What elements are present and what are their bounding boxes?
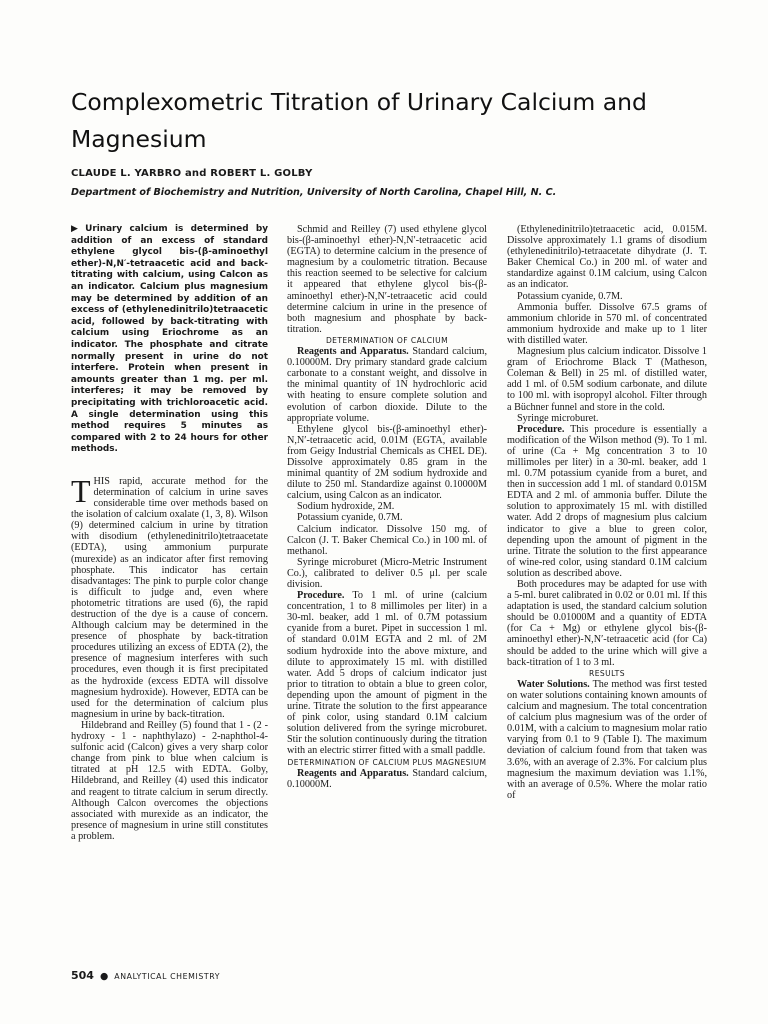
column-1: [71, 224, 268, 842]
adaptation-paragraph: Both procedures may be adapted for use with a 5-ml. buret calibrated in 0.02 or 0.01 ml. If this adaptation is used, the standard calcium solution should be 0.01000M and a quantity of EDTA (for Ca + Mg) or ethylene glycol bis-(β-aminoethyl ether)-N,N′-tetraacetic acid (for Ca) should be added to the urine which will give a back-titration of 1 to 3 ml.: [507, 579, 707, 668]
kcn2-paragraph: Potassium cyanide, 0.7M.: [517, 290, 623, 302]
naoh-paragraph: Sodium hydroxide, 2M.: [297, 501, 395, 513]
column-3: [507, 224, 707, 801]
procedure-paragraph: [287, 590, 487, 756]
section-heading-calcium-magnesium: DETERMINATION OF CALCIUM PLUS MAGNESIUM: [287, 757, 487, 767]
indicator2-paragraph: Magnesium plus calcium indicator. Dissolve 1 gram of Eriochrome Black T (Matheson, Coleman & Bell) in 25 ml. of distilled water, add 1 ml. of 0.5M sodium carbonate, and dilute to 100 ml. with isopropyl alcohol. Filter through a Büchner funnel and store in the cold.: [507, 346, 707, 413]
reagents2-text: Standard calcium, 0.10000M.: [287, 767, 487, 790]
syringe-paragraph: Syringe microburet (Micro-Metric Instrument Co.), calibrated to deliver 0.5 μl. per scale division.: [287, 556, 487, 590]
section-heading-results: RESULTS: [589, 668, 625, 678]
intro-paragraph-2: Hildebrand and Reilley (5) found that 1 - (2 - hydroxy - 1 - naphthylazo) - 2-naphthol-4-sulfonic acid (Calcon) gives a very sharp color change from pink to blue when calcium is titrated at pH 12.5 with EDTA. Golby, Hildebrand, and Reilley (4) used this indicator and reagent to titrate calcium in serum directly. Although Calcon overcomes the objections associated with murexide as an indicator, the presence of magnesium in urine still constitutes a problem.: [71, 719, 268, 842]
abstract-text: Urinary calcium is determined by addition of an excess of standard ethylene glycol bis-(β-aminoethyl ether)-N,N′-tetraacetic acid and back-titrating with calcium, using Calcon as an indicator. Calcium plus magnesium may be determined by addition of an excess of (ethylenedinitrilo)tetraacetic acid, followed by back-titrating with calcium using Eriochrome as an indicator. The phosphate and citrate normally present in urine do not interfere. Protein when present in amounts greater than 1 mg. per ml. interferes; it may be removed by precipitating with trichloroacetic acid. A single determination using this method requires 5 minutes as compared with 2 to 24 hours for other methods.: [71, 224, 268, 455]
procedure2-text: This procedure is essentially a modification of the Wilson method (9). To 1 ml. of urine (Ca + Mg concentration 3 to 10 millimoles per liter) in a 30-ml. beaker, add 1 ml. 0.7M potassium cyanide from a buret, and then in succession add 1 ml. of standard 0.015M EDTA and 2 ml. of ammonia buffer. Dilute the solution to approximately 15 ml. with distilled water. Add 2 drops of magnesium plus calcium indicator to give a blue to green color, depending upon the amount of pigment in the urine. Titrate the solution to the first appearance of wine-red color, using standard 0.1M calcium solution as described above.: [507, 423, 707, 579]
col2-paragraph-1: Schmid and Reilley (7) used ethylene glycol bis-(β-aminoethyl ether)-N,N′-tetraacetic acid (EGTA) to determine calcium in the presence of magnesium by a coulometric titration. Because this reaction seemed to be selective for calcium it appeared that ethylene glycol bis-(β-aminoethyl ether)-N,N′-tetraacetic acid could determine calcium in urine in the presence of both magnesium and phosphate by back-titration.: [287, 224, 487, 335]
affiliation: Department of Biochemistry and Nutrition, University of North Carolina, Chapel Hill, N. C.: [71, 187, 557, 198]
reagents2-heading: Reagents and Apparatus.: [297, 767, 409, 779]
water-solutions-paragraph: [507, 679, 707, 801]
authors: CLAUDE L. YARBRO and ROBERT L. GOLBY: [71, 168, 313, 179]
abstract: [71, 224, 268, 456]
reagents-heading: Reagents and Apparatus.: [297, 346, 409, 358]
page-number: 504: [71, 969, 94, 982]
edta-paragraph: (Ethylenedinitrilo)tetraacetic acid, 0.015M. Dissolve approximately 1.1 grams of disodium (ethylenedinitrilo)-tetraacetate dihydrate (J. T. Baker Chemical Co.) in 200 ml. of water and standardize against 0.1M calcium, using Calcon as an indicator.: [507, 224, 707, 291]
intro-paragraph-1: [71, 472, 268, 720]
indicator-paragraph: Calcium indicator. Dissolve 150 mg. of Calcon (J. T. Baker Chemical Co.) in 100 ml. of methanol.: [287, 523, 487, 557]
procedure-heading: Procedure.: [297, 590, 345, 602]
procedure-text: To 1 ml. of urine (calcium concentration, 1 to 8 millimoles per liter) in a 30-ml. beaker, add 1 ml. of 0.7M potassium cyanide from a buret. Pipet in succession 1 ml. of standard 0.01M EGTA and 2 ml. of 2M sodium hydroxide into the above mixture, and dilute to approximately 15 ml. with distilled water. Add 5 drops of calcium indicator just prior to titration to obtain a blue to green color, depending upon the amount of pigment in the urine. Titrate the solution to the first appearance of pink color, using standard 0.1M calcium solution delivered from the syringe microburet. Stir the solution continuously during the titration with an electric stirrer fitted with a small paddle.: [287, 590, 487, 757]
reagents-paragraph: [287, 346, 487, 424]
syringe2-paragraph: Syringe microburet.: [517, 412, 599, 424]
triangle-bullet-icon: ▶: [71, 224, 83, 234]
section-heading-calcium: DETERMINATION OF CALCIUM: [325, 335, 449, 345]
page-footer: [71, 969, 220, 982]
kcn-paragraph: Potassium cyanide, 0.7M.: [297, 512, 403, 524]
reagents2-paragraph: [287, 768, 487, 790]
procedure2-paragraph: [507, 424, 707, 579]
journal-name: ANALYTICAL CHEMISTRY: [114, 972, 221, 981]
intro-paragraph-1-text: HIS rapid, accurate method for the determination of calcium in urine saves considerable time over methods based on the isolation of calcium oxalate (1, 3, 8). Wilson (9) determined calcium in urine by titration with disodium (ethylenedinitrilo)tetraacetate (EDTA), using ammonium purpurate (murexide) as an indicator after first removing phosphate. This indicator has certain disadvantages: The pink to purple color change is difficult to judge and, even where photometric titrations are used (6), the rapid destruction of the dye is a cause of concern. Although calcium may be determined in the presence of phosphate by back-titration procedures utilizing an excess of EDTA (2), the presence of magnesium interferes with such procedures, even though it is first precipitated as the hydroxide (excess EDTA will dissolve magnesium hydroxide). However, EDTA can be used for the determination of calcium plus magnesium in urine by back-titration.: [71, 475, 268, 720]
article-title: Complexometric Titration of Urinary Calcium and Magnesium: [71, 88, 647, 153]
water-solutions-text: The method was first tested on water solutions containing known amounts of calcium and magnesium. The total concentration of calcium plus magnesium was of the order of 0.01M, with a calcium to magnesium molar ratio varying from 0.1 to 9 (Table I). The maximum deviation of calcium found from that taken was 3.6%, with an average of 2.3%. For calcium plus magnesium the maximum deviation was 1.1%, with an average of 0.5%. Where the molar ratio of: [507, 678, 707, 801]
procedure2-heading: Procedure.: [517, 423, 565, 435]
water-solutions-heading: Water Solutions.: [517, 678, 590, 690]
egta-paragraph: Ethylene glycol bis-(β-aminoethyl ether)-N,N′-tetraacetic acid, 0.01M (EGTA, available from Geigy Industrial Chemicals as CHEL DE). Dissolve approximately 0.85 gram in the minimal quantity of 2M sodium hydroxide and dilute to 250 ml. Standardize against 0.10000M calcium, using Calcon as an indicator.: [287, 423, 487, 502]
column-2: [287, 224, 487, 790]
buffer-paragraph: Ammonia buffer. Dissolve 67.5 grams of ammonium chloride in 570 ml. of concentrated ammonium hydroxide and make up to 1 liter with distilled water.: [507, 301, 707, 346]
bullet-icon: ●: [99, 971, 109, 982]
reagents-text: Standard calcium, 0.10000M. Dry primary standard grade calcium carbonate to a constant weight, and dissolve in the minimal quantity of 1N hydrochloric acid with heating to ensure complete solution and evolution of carbon dioxide. Dilute to the appropriate volume.: [287, 346, 487, 424]
drop-cap: T: [71, 472, 91, 509]
